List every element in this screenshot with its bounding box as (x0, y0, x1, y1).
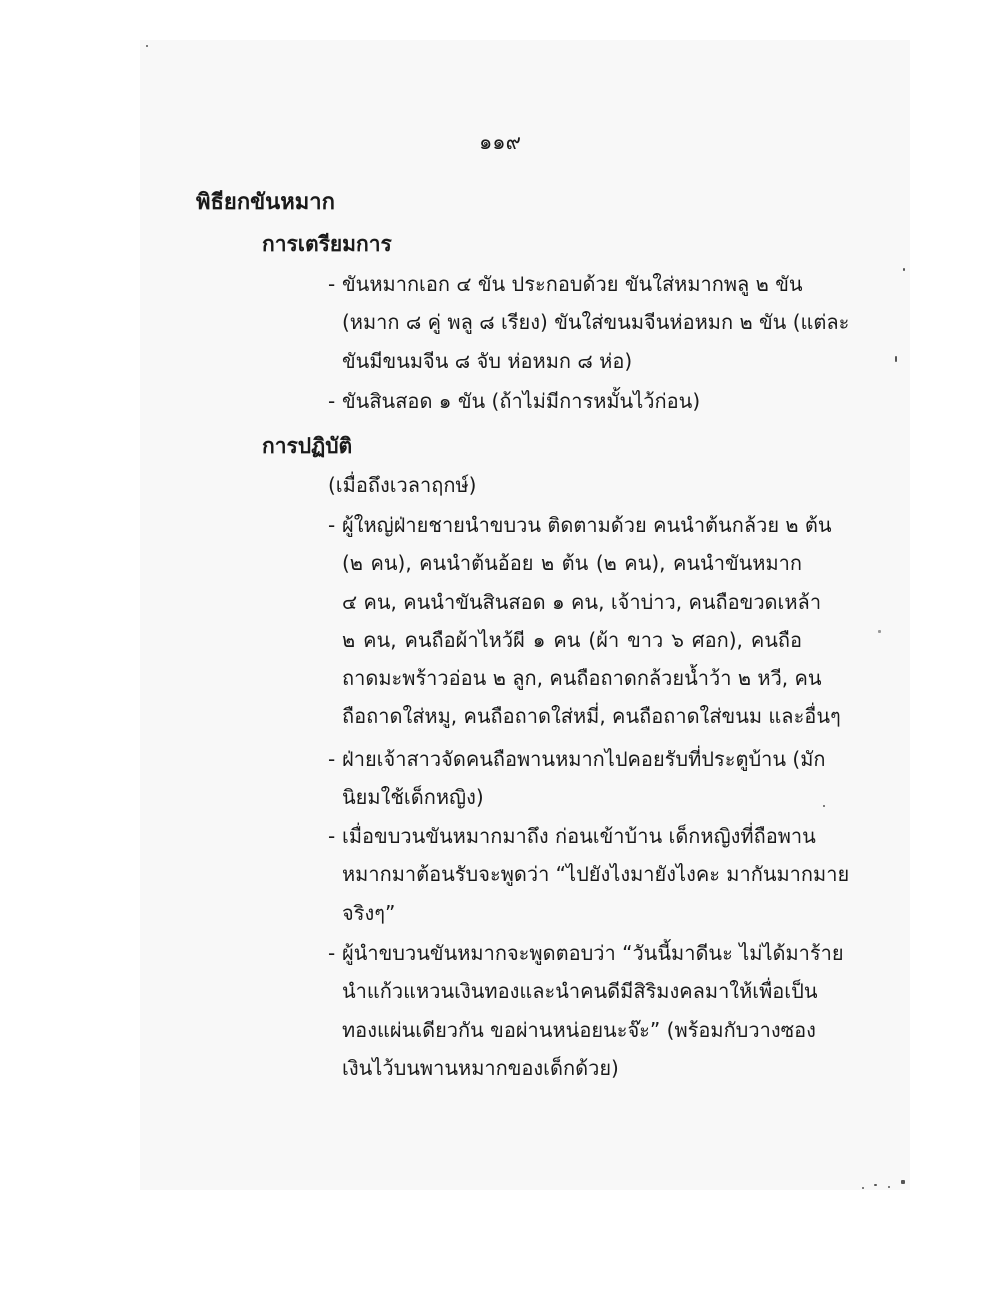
item-line: ผู้ใหญ่ฝ่ายชายนำขบวน ติดตามด้วย คนนำต้นกล้วย ๒ ต้น (342, 513, 832, 537)
item-line: หมากมาต้อนรับจะพูดว่า “ไปยังไงมายังไงคะ มากันมากมาย (342, 862, 850, 887)
item-line: ๒ คน, คนถือผ้าไหว้ผี ๑ คน (ผ้า ขาว ๖ ศอก), คนถือ (342, 627, 802, 652)
bullet-dash: - (328, 272, 336, 296)
scan-speck (146, 45, 148, 47)
scan-speck (878, 630, 881, 633)
scan-speck (903, 268, 905, 271)
item-line: (หมาก ๘ คู่ พลู ๘ เรียง) ขันใส่ขนมจีนห่อหมก ๒ ขัน (แต่ละ (342, 310, 850, 335)
list-item (328, 506, 841, 736)
section-heading-procedure: การปฏิบัติ (262, 434, 353, 458)
scan-speck (862, 1187, 864, 1189)
item-line: ทองแผ่นเดียวกัน ขอผ่านหน่อยนะจ๊ะ” (พร้อมกับวางซอง (342, 1017, 816, 1042)
list-item (328, 934, 844, 1087)
item-line: ๔ คน, คนนำขันสินสอด ๑ คน, เจ้าบ่าว, คนถือขวดเหล้า (342, 589, 822, 614)
item-line: ขันมีขนมจีน ๘ จับ ห่อหมก ๘ ห่อ) (342, 348, 633, 373)
scan-speck (895, 356, 897, 362)
scan-speck (888, 1186, 890, 1188)
item-line: (๒ คน), คนนำต้นอ้อย ๒ ต้น (๒ คน), คนนำขันหมาก (342, 551, 802, 576)
bullet-dash: - (328, 747, 336, 771)
list-item (328, 817, 850, 932)
item-line: ขันหมากเอก ๔ ขัน ประกอบด้วย ขันใส่หมากพลู ๒ ขัน (342, 272, 803, 296)
item-line: ผู้นำขบวนขันหมากจะพูดตอบว่า “วันนี้มาดีนะ ไม่ได้มาร้าย (342, 941, 844, 965)
bullet-dash: - (328, 824, 336, 848)
item-line: ขันสินสอด ๑ ขัน (ถ้าไม่มีการหมั้นไว้ก่อน) (342, 389, 701, 413)
bullet-dash: - (328, 389, 336, 413)
list-item (328, 265, 850, 380)
list-item (328, 382, 802, 420)
page-number: ๑๑๙ (478, 130, 522, 154)
item-line: ถือถาดใส่หมู, คนถือถาดใส่หมี่, คนถือถาดใส่ขนม และอื่นๆ (342, 704, 841, 729)
bullet-dash: - (328, 941, 336, 965)
list-item (328, 740, 826, 817)
item-line: จริงๆ” (342, 900, 396, 925)
item-line: เงินไว้บนพานหมากของเด็กด้วย) (342, 1055, 619, 1080)
scan-speck (901, 1180, 905, 1184)
item-line: นำแก้วแหวนเงินทองและนำคนดีมีสิริมงคลมาให้เพื่อเป็น (342, 979, 818, 1004)
item-line: นิยมใช้เด็กหญิง) (342, 785, 484, 810)
bullet-dash: - (328, 513, 336, 537)
document-title: พิธียกขันหมาก (196, 190, 335, 215)
item-line: เมื่อขบวนขันหมากมาถึง ก่อนเข้าบ้าน เด็กหญิงที่ถือพาน (342, 824, 816, 848)
item-line: ถาดมะพร้าวอ่อน ๒ ลูก, คนถือถาดกล้วยน้ำว้า ๒ หวี, คน (342, 666, 822, 691)
section-note: (เมื่อถึงเวลาฤกษ์) (328, 473, 477, 497)
scan-speck (874, 1184, 877, 1186)
scan-speck (823, 805, 825, 807)
section-heading-preparation: การเตรียมการ (262, 232, 392, 256)
item-line: ฝ่ายเจ้าสาวจัดคนถือพานหมากไปคอยรับที่ประตูบ้าน (มัก (342, 747, 826, 771)
